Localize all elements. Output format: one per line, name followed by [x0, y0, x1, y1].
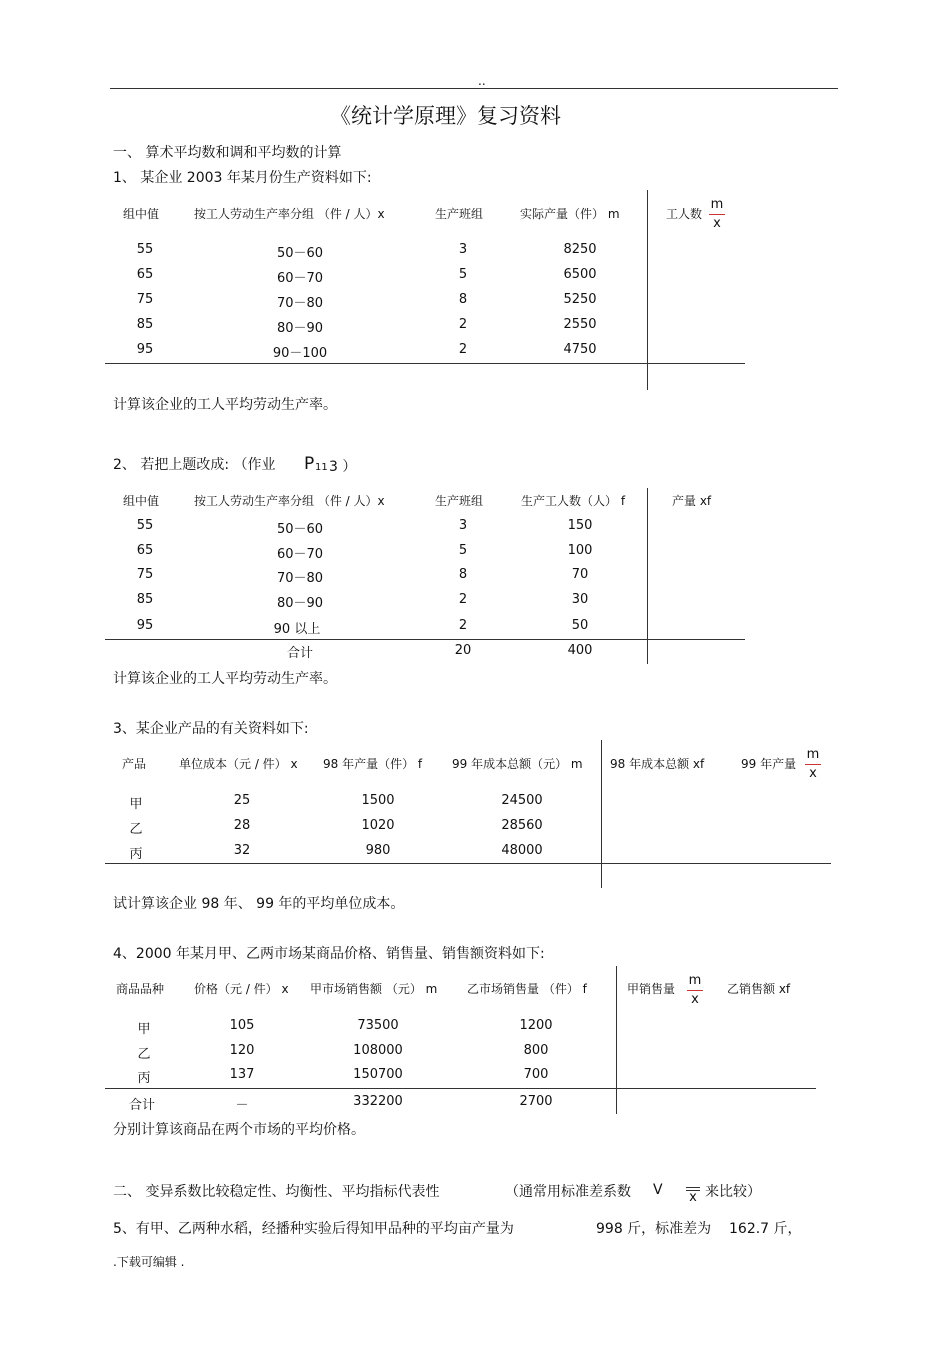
- q4-cell: 丙: [137, 1071, 151, 1086]
- q4-cell: 108000: [353, 1043, 403, 1058]
- q1-header-4: 工人数: [666, 207, 703, 221]
- q1-cell: 60－70: [276, 271, 324, 286]
- section2-tail: 来比较）: [705, 1184, 761, 1200]
- q4-header-5: 乙销售额 xf: [727, 982, 791, 996]
- q2-cell: 30: [571, 592, 589, 607]
- q4-total-x: －: [235, 1098, 249, 1113]
- q3-cell: 48000: [501, 843, 543, 858]
- q2-header-1: 按工人劳动生产率分组 （件 / 人）x: [194, 494, 385, 508]
- q2-cell: 50: [571, 618, 589, 633]
- q4-cell: 800: [523, 1043, 549, 1058]
- q3-cell: 32: [233, 843, 251, 858]
- q1-cell: 6500: [563, 267, 597, 282]
- q1-bottom-rule: [105, 363, 745, 364]
- q1-cell: 90－100: [272, 346, 328, 361]
- q4-header-3: 乙市场销售量 （件） f: [467, 982, 587, 996]
- q4-cell: 乙: [137, 1047, 151, 1062]
- q2-cell: 8: [458, 567, 468, 582]
- q1-frac-den: x: [713, 216, 721, 231]
- q1-frac-num: m: [710, 197, 724, 212]
- q2-cell: 75: [136, 567, 154, 582]
- q4-total-f: 2700: [519, 1094, 553, 1109]
- q2-cell: 70: [571, 567, 589, 582]
- q2-cell: 50－60: [276, 522, 324, 537]
- q4-cell: 甲: [137, 1022, 151, 1037]
- q1-question: 计算该企业的工人平均劳动生产率。: [113, 397, 337, 413]
- q1-cell: 2550: [563, 317, 597, 332]
- q2-total-rule: [105, 639, 745, 640]
- section1-heading: 一、 算术平均数和调和平均数的计算: [113, 145, 342, 161]
- q2-cell: 90 以上: [273, 622, 321, 637]
- q2-cell: 55: [136, 518, 154, 533]
- q4-total-rule: [105, 1088, 816, 1089]
- q4-frac-den: x: [691, 992, 699, 1007]
- q5-text: 5、有甲、乙两种水稻，经播种实验后得知甲品种的平均亩产量为: [113, 1221, 514, 1237]
- q1-fraction: [709, 198, 725, 231]
- q2-total-f: 20: [454, 643, 472, 658]
- q3-vrule: [601, 740, 602, 888]
- q2-cell: 85: [136, 592, 154, 607]
- q1-cell: 95: [136, 342, 154, 357]
- q2-header-2: 生产班组: [435, 494, 484, 508]
- q3-question: 试计算该企业 98 年、 99 年的平均单位成本。: [113, 896, 405, 912]
- q1-cell: 8: [458, 292, 468, 307]
- q3-header-1: 单位成本（元 / 件） x: [179, 757, 298, 771]
- q2-cell: 3: [458, 518, 468, 533]
- q2-header-4: 产量 xf: [672, 494, 712, 508]
- q2-ref-sub: 11: [315, 462, 328, 473]
- q3-header-5: 99 年产量: [741, 757, 797, 771]
- q4-cell: 120: [229, 1043, 255, 1058]
- q2-cell: 2: [458, 618, 468, 633]
- q3-cell: 25: [233, 793, 251, 808]
- q4-cell: 105: [229, 1018, 255, 1033]
- q4-fraction: [687, 974, 703, 1007]
- q1-cell: 5250: [563, 292, 597, 307]
- q2-total-label: 合计: [286, 646, 314, 661]
- q4-cell: 73500: [357, 1018, 399, 1033]
- q4-header-1: 价格（元 / 件） x: [194, 982, 289, 996]
- q3-cell: 丙: [129, 847, 143, 862]
- q1-cell: 8250: [563, 242, 597, 257]
- q3-frac-num: m: [806, 747, 820, 762]
- q2-cell: 2: [458, 592, 468, 607]
- q3-bottom-rule: [105, 863, 831, 864]
- q1-header-1: 按工人劳动生产率分组 （件 / 人）x: [194, 207, 385, 221]
- q4-cell: 137: [229, 1067, 255, 1082]
- section2-v: V: [653, 1182, 663, 1198]
- header-rule: [110, 88, 838, 89]
- section2-frac-den: x: [686, 1190, 700, 1205]
- q1-cell: 3: [458, 242, 468, 257]
- q3-cell: 1020: [361, 818, 395, 833]
- q2-ref-tail: 3 ）: [329, 459, 357, 475]
- q1-cell: 55: [136, 242, 154, 257]
- q3-cell: 甲: [129, 797, 143, 812]
- q1-cell: 65: [136, 267, 154, 282]
- q3-header-4: 98 年成本总额 xf: [610, 757, 705, 771]
- q2-question: 计算该企业的工人平均劳动生产率。: [113, 671, 337, 687]
- q3-header-3: 99 年成本总额（元） m: [452, 757, 583, 771]
- header-mark: ..: [478, 74, 486, 88]
- q5-val1: 998 斤，标准差为: [596, 1221, 712, 1237]
- q1-cell: 85: [136, 317, 154, 332]
- q1-intro: 1、 某企业 2003 年某月份生产资料如下:: [113, 170, 372, 186]
- q3-cell: 1500: [361, 793, 395, 808]
- section2-note: （通常用标准差系数: [505, 1184, 631, 1200]
- q4-total-m: 332200: [353, 1094, 403, 1109]
- q2-cell: 65: [136, 543, 154, 558]
- q3-cell: 28: [233, 818, 251, 833]
- q1-cell: 2: [458, 317, 468, 332]
- q4-cell: 700: [523, 1067, 549, 1082]
- q4-header-4: 甲销售量: [627, 982, 676, 996]
- q3-fraction: [805, 748, 821, 781]
- q5-val2: 162.7 斤，: [729, 1221, 802, 1237]
- q1-cell: 70－80: [276, 296, 324, 311]
- q1-cell: 4750: [563, 342, 597, 357]
- q1-cell: 5: [458, 267, 468, 282]
- q2-vrule: [647, 488, 648, 664]
- q1-cell: 50－60: [276, 246, 324, 261]
- q4-cell: 1200: [519, 1018, 553, 1033]
- q3-frac-den: x: [809, 766, 817, 781]
- q2-ref-p: P: [304, 454, 315, 474]
- q4-intro: 4、2000 年某月甲、乙两市场某商品价格、销售量、销售额资料如下:: [113, 946, 545, 962]
- q3-cell: 28560: [501, 818, 543, 833]
- q4-cell: 150700: [353, 1067, 403, 1082]
- q3-header-0: 产品: [122, 757, 147, 771]
- q2-cell: 100: [567, 543, 593, 558]
- q3-cell: 24500: [501, 793, 543, 808]
- q1-header-2: 生产班组: [435, 207, 484, 221]
- section2-fraction: [686, 1181, 700, 1205]
- q4-question: 分别计算该商品在两个市场的平均价格。: [113, 1122, 365, 1138]
- footer: .下载可编辑 .: [113, 1255, 185, 1269]
- q1-cell: 2: [458, 342, 468, 357]
- q2-cell: 5: [458, 543, 468, 558]
- q2-header-0: 组中值: [123, 494, 160, 508]
- q3-intro: 3、某企业产品的有关资料如下:: [113, 721, 309, 737]
- q3-cell: 乙: [129, 822, 143, 837]
- q3-header-2: 98 年产量（件） f: [323, 757, 423, 771]
- q2-cell: 70－80: [276, 571, 324, 586]
- q2-cell: 80－90: [276, 596, 324, 611]
- q1-vrule: [647, 190, 648, 390]
- q2-cell: 150: [567, 518, 593, 533]
- q2-cell: 95: [136, 618, 154, 633]
- q1-header-0: 组中值: [123, 207, 160, 221]
- q3-cell: 980: [365, 843, 391, 858]
- q4-total-label: 合计: [128, 1098, 156, 1113]
- q1-header-3: 实际产量（件） m: [520, 207, 620, 221]
- q4-vrule: [616, 966, 617, 1114]
- q4-frac-num: m: [688, 973, 702, 988]
- q4-header-0: 商品品种: [116, 982, 165, 996]
- q2-total-xf: 400: [567, 643, 593, 658]
- q2-header-3: 生产工人数（人） f: [521, 494, 626, 508]
- section2-heading: 二、 变异系数比较稳定性、均衡性、平均指标代表性: [113, 1184, 440, 1200]
- q1-cell: 80－90: [276, 321, 324, 336]
- q2-cell: 60－70: [276, 547, 324, 562]
- q1-cell: 75: [136, 292, 154, 307]
- q4-header-2: 甲市场销售额 （元） m: [310, 982, 438, 996]
- q2-intro: 2、 若把上题改成: （作业: [113, 457, 276, 473]
- page-title: 《统计学原理》复习资料: [330, 104, 561, 128]
